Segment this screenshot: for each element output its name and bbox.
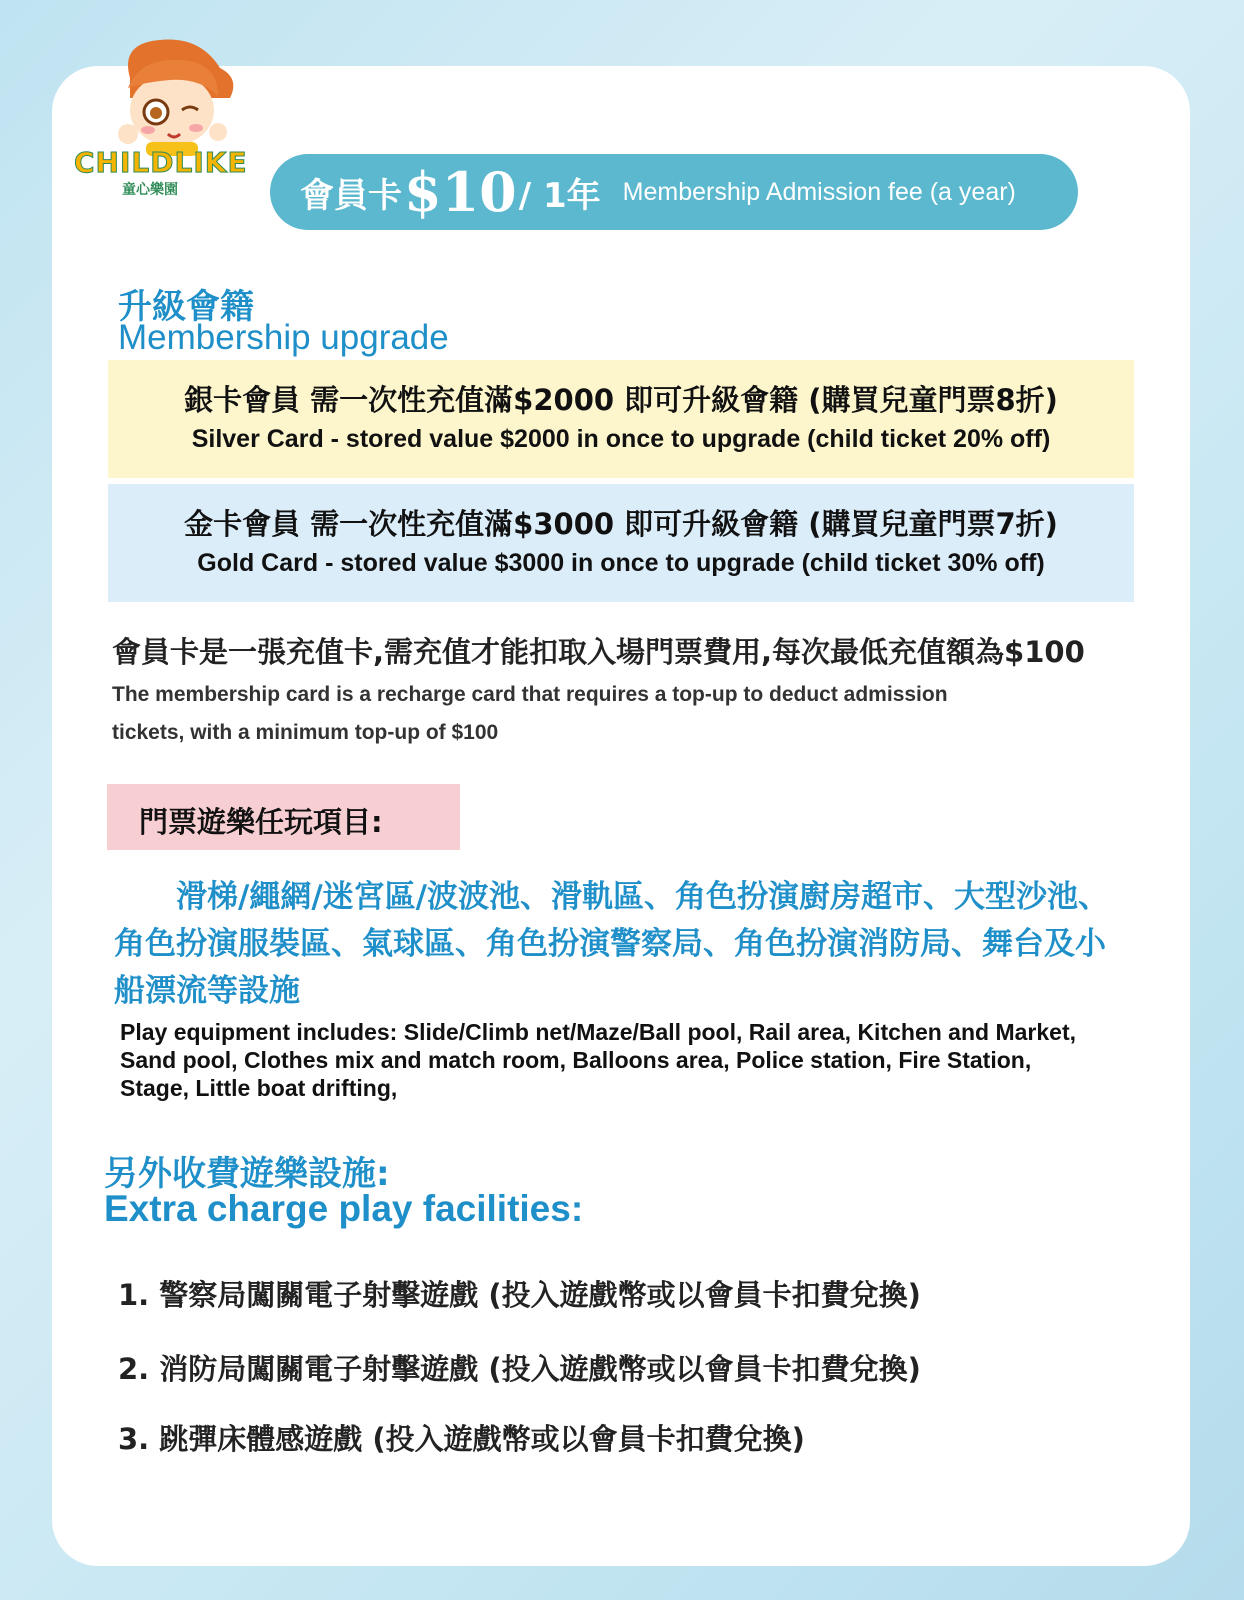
extra-item: 1. 警察局闖關電子射擊遊戲 (投入遊戲幣或以會員卡扣費兌換)	[118, 1278, 921, 1312]
play-items-tag: 門票遊樂任玩項目:	[107, 784, 460, 850]
silver-card-cn: 銀卡會員 需一次性充值滿$2000 即可升級會籍 (購買兒童門票8折)	[184, 383, 1058, 417]
mascot-icon	[90, 38, 280, 156]
gold-card-en: Gold Card - stored value $3000 in once to upgrade (child ticket 30% off)	[197, 549, 1045, 577]
recharge-note-cn: 會員卡是一張充值卡,需充值才能扣取入場門票費用,每次最低充值額為$100	[112, 635, 1085, 669]
logo-subtitle: 童心樂園	[122, 182, 178, 198]
fee-label-en: Membership Admission fee (a year)	[622, 177, 1016, 206]
upgrade-heading-cn: 升級會籍	[118, 287, 254, 327]
gold-card-box	[108, 484, 1134, 602]
fee-label-cn: 會員卡	[300, 175, 402, 216]
play-items-cn-text: 滑梯/繩網/迷宮區/波波池、滑軌區、角色扮演廚房超市、大型沙池、角色扮演服裝區、氣球區、角色扮演警察局、角色扮演消防局、舞台及小船漂流等設施	[114, 879, 1109, 1009]
extra-heading-en: Extra charge play facilities:	[104, 1188, 584, 1229]
logo-wordmark: CHILDLIKE	[74, 146, 248, 179]
membership-fee-banner	[270, 154, 1078, 230]
play-items-en: Play equipment includes: Slide/Climb net/Maze/Ball pool, Rail area, Kitchen and Market, Sand pool, Clothes mix and match room, Balloons area, Police station, Fire Station, Stage, Little boat drifting,	[120, 1019, 1076, 1101]
childlike-logo	[70, 38, 260, 198]
extra-heading-cn: 另外收費遊樂設施:	[104, 1154, 390, 1194]
silver-card-en: Silver Card - stored value $2000 in once to upgrade (child ticket 20% off)	[191, 425, 1051, 453]
recharge-note-en: The membership card is a recharge card that requires a top-up to deduct admission tickets, with a minimum top-up of $100	[112, 683, 948, 744]
extra-item: 3. 跳彈床體感遊戲 (投入遊戲幣或以會員卡扣費兌換)	[118, 1422, 805, 1456]
play-items-cn	[114, 874, 1134, 1015]
upgrade-heading-en: Membership upgrade	[118, 318, 449, 357]
extra-item: 2. 消防局闖關電子射擊遊戲 (投入遊戲幣或以會員卡扣費兌換)	[118, 1352, 921, 1386]
gold-card-cn: 金卡會員 需一次性充值滿$3000 即可升級會籍 (購買兒童門票7折)	[184, 507, 1058, 541]
fee-amount: $10	[404, 160, 517, 224]
silver-card-box	[108, 360, 1134, 478]
fee-period: / 1年	[518, 175, 601, 216]
